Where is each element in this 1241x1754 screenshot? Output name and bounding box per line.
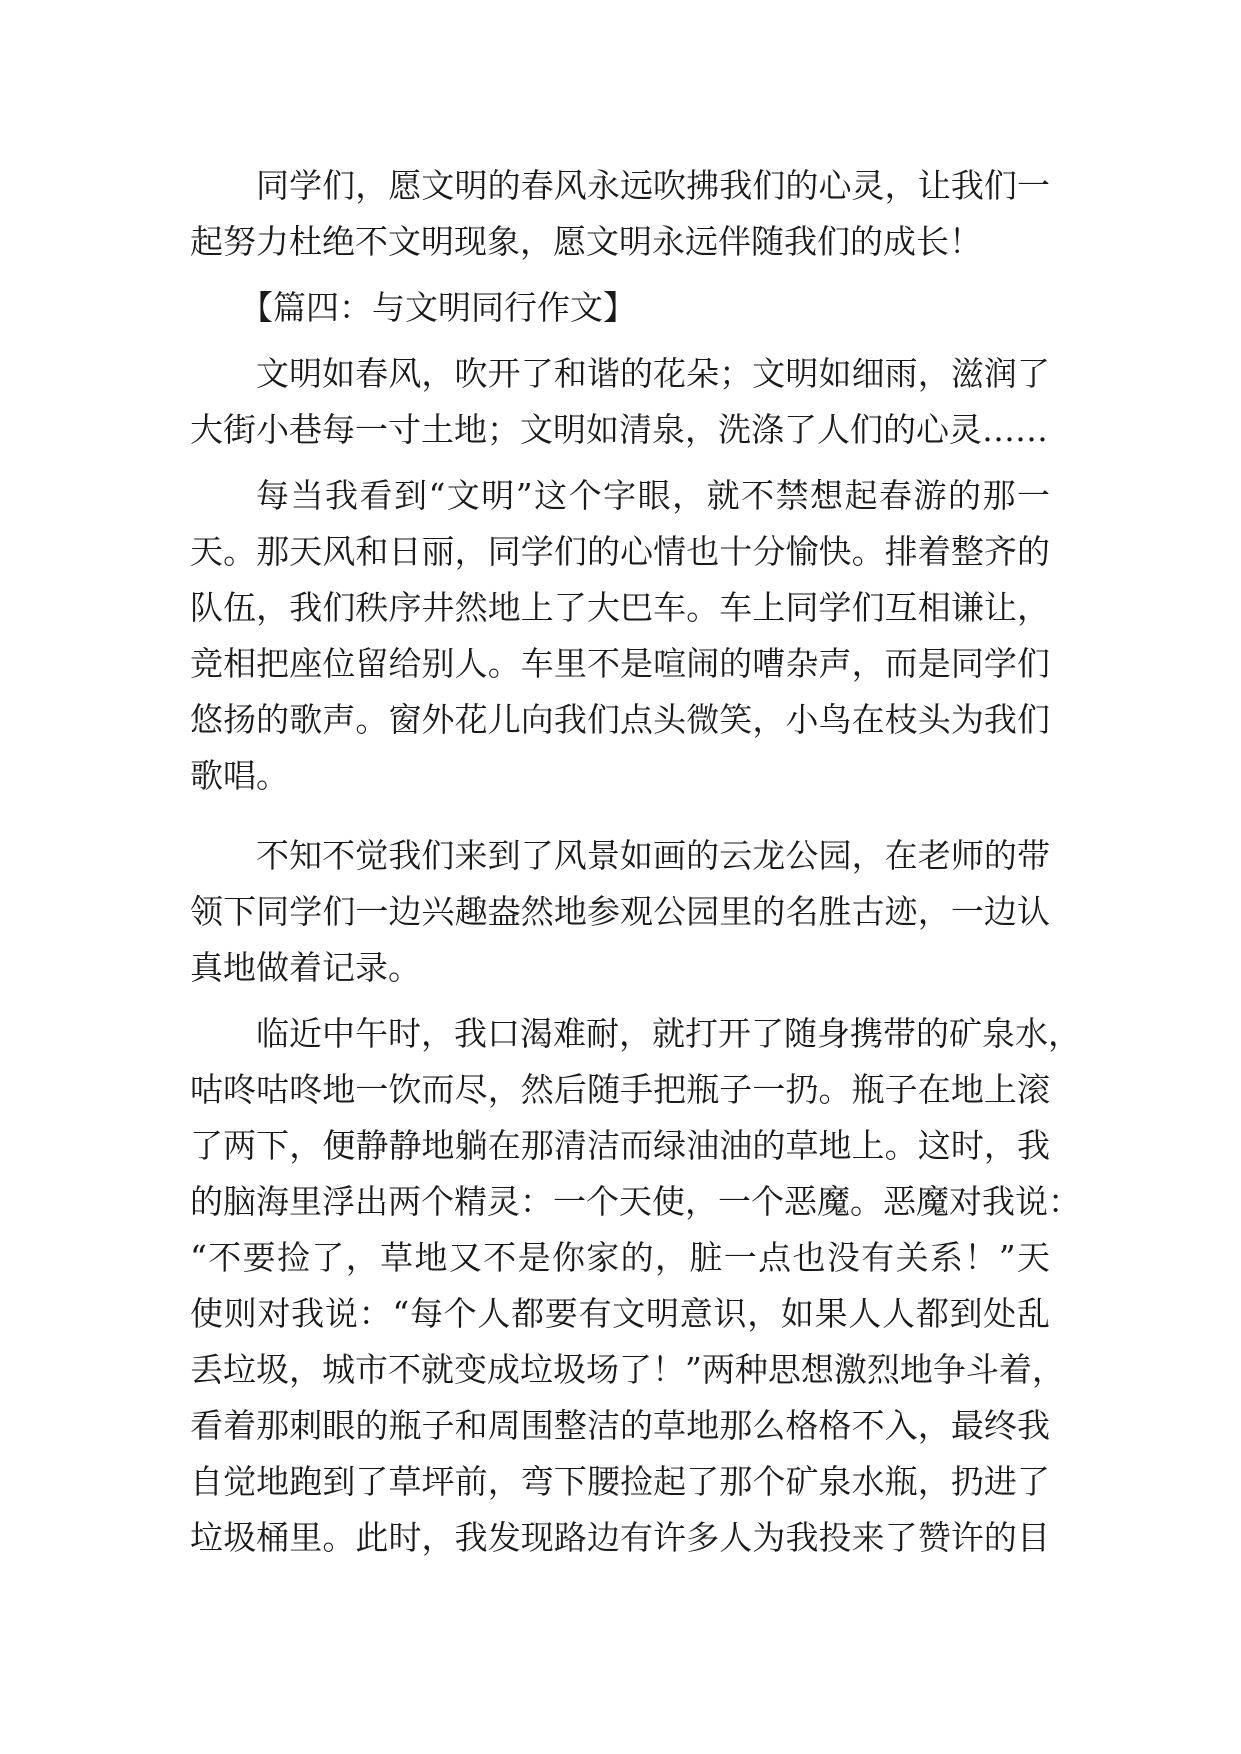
paragraph-line: 临近中午时，我口渴难耐，就打开了随身携带的矿泉水， (256, 1014, 1081, 1053)
paragraph-line: 垃圾桶里。此时，我发现路边有许多人为我投来了赞许的目 (190, 1518, 1050, 1557)
paragraph-line: 大街小巷每一寸土地；文明如清泉，洗涤了人们的心灵…… (190, 410, 1048, 449)
paragraph-line: 使则对我说：“每个人都要有文明意识，如果人人都到处乱 (190, 1294, 1050, 1333)
paragraph-line: 的脑海里浮出两个精灵：一个天使，一个恶魔。恶魔对我说： (190, 1182, 1081, 1221)
paragraph-line: 真地做着记录。 (190, 948, 421, 987)
paragraph (190, 828, 1050, 996)
paragraph-line: 天。那天风和日丽，同学们的心情也十分愉快。排着整齐的 (190, 532, 1050, 571)
paragraph-line: 咕咚咕咚地一饮而尽，然后随手把瓶子一扔。瓶子在地上滚 (190, 1070, 1050, 1109)
document-body (190, 158, 1081, 1566)
paragraph-line: 队伍，我们秩序井然地上了大巴车。车上同学们互相谦让， (190, 588, 1050, 627)
paragraph-line: 了两下，便静静地躺在那清洁而绿油油的草地上。这时，我 (190, 1126, 1050, 1165)
paragraph-line: 悠扬的歌声。窗外花儿向我们点头微笑，小鸟在枝头为我们 (190, 700, 1050, 739)
paragraph-line: 不知不觉我们来到了风景如画的云龙公园，在老师的带 (256, 836, 1050, 875)
paragraph-line: 竞相把座位留给别人。车里不是喧闹的嘈杂声，而是同学们 (190, 644, 1050, 683)
paragraph-line: 看着那刺眼的瓶子和周围整洁的草地那么格格不入，最终我 (190, 1406, 1050, 1445)
paragraph (190, 468, 1050, 804)
paragraph (190, 158, 1050, 270)
paragraph-line: 每当我看到“文明”这个字眼，就不禁想起春游的那一 (256, 476, 1050, 515)
paragraph-line: 文明如春风，吹开了和谐的花朵；文明如细雨，滋润了 (256, 354, 1050, 393)
paragraph-line: “不要捡了，草地又不是你家的，脏一点也没有关系！”天 (190, 1238, 1050, 1277)
paragraph-line: 歌唱。 (190, 756, 289, 795)
paragraph-line: 领下同学们一边兴趣盎然地参观公园里的名胜古迹，一边认 (190, 892, 1050, 931)
paragraph (190, 1006, 1081, 1566)
paragraph-line: 自觉地跑到了草坪前，弯下腰捡起了那个矿泉水瓶，扔进了 (190, 1462, 1050, 1501)
paragraph-line: 丢垃圾，城市不就变成垃圾场了！”两种思想激烈地争斗着， (190, 1350, 1065, 1389)
paragraph-line: 同学们，愿文明的春风永远吹拂我们的心灵，让我们一 (256, 166, 1050, 205)
paragraph (190, 346, 1050, 458)
section-heading: 【篇四：与文明同行作文】 (240, 288, 636, 327)
paragraph-line: 起努力杜绝不文明现象，愿文明永远伴随我们的成长！ (190, 222, 982, 261)
